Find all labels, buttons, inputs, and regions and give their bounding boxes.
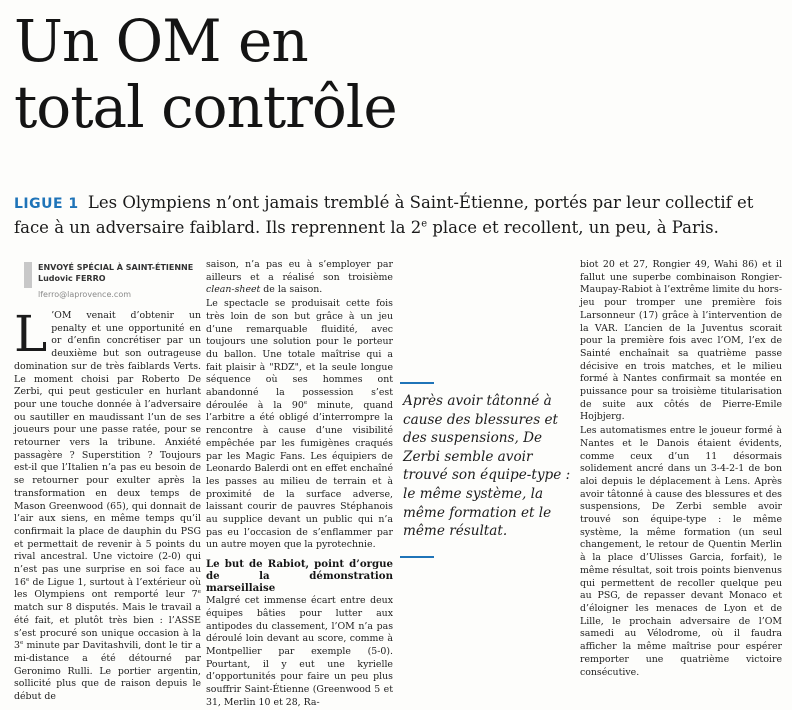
chapo — [14, 191, 784, 239]
pull-quote-text: Après avoir tâtonné à cause des blessures et des suspensions, De Zerbi semble avoir trouvé son équipe-type : le même système, la même formation et le même résultat. — [403, 393, 571, 540]
col1-sup-2: e — [197, 589, 201, 596]
col2-text-a: saison, n’a pas eu à s’employer par ailleurs et a réalisé son troisième — [206, 259, 393, 283]
col2-paragraph-2 — [206, 298, 393, 552]
pull-quote — [400, 370, 575, 560]
byline-email: lferro@laprovence.com — [38, 290, 132, 299]
col1-text-a: ’OM venait d’obtenir un penalty et une opportunité en or d’enfin concrétiser par un deuxième but son outrageuse domination sur de très faiblards Verts. Le moment choisi par Roberto De Zerbi, qui peut gesticuler en hurlant pour une touche donnée à l’adversaire ou sautiller en maudissant l’un de ses joueurs pour une passe ratée, pour se retourner vers la tribune. Anxiété passagère ? Superstition ? Toujours est-il que l’Italien n’a pas eu besoin de se retourner pour exulter après la transformation en deux temps de Mason Greenwood (65), qui donnait de l’air aux siens, en même temps qu’il confirmait la place de dauphin du PSG et permettait de revenir à 5 points du rival ancestral. Une victoire (2-0) qui n’est pas une surprise en soi face au 16 — [14, 310, 201, 588]
col2-paragraph-1 — [206, 259, 393, 297]
dropcap: L — [14, 305, 48, 363]
headline-line-1: Un OM en — [14, 7, 308, 75]
col3-paragraph-1: biot 20 et 27, Rongier 49, Wahi 86) et il fallut une superbe combinaison Rongier-Maupay-Rabiot à l’extrême limite du hors-jeu pour tromper une première fois Larsonneur (17) grâce à l’intervention de la VAR. L’ancien de la Juventus scorait pour la première fois avec l’OM, l’ex de Sainté enchaînait sa quatrième passe décisive en trois matches, et le milieu formé à Nantes confirmait sa montée en puissance pour sa troisième titularisation de suite aux côtés de Pierre-Emile Hojbjerg. — [580, 259, 782, 423]
intertitle: Le but de Rabiot, point d’orgue de la démonstration marseillaise — [206, 558, 393, 595]
col1-text-d: minute par Davitashvili, dont le tir a mi-distance a été détourné par Geronimo Rulli. Le portier argentin, sollicité plus que de raison depuis le début de — [14, 640, 201, 703]
headline-line-2: total contrôle — [14, 73, 397, 141]
col2-text-c: Le spectacle se produisait cette fois très loin de son but grâce à un jeu d’une remarquable fluidité, avec toujours une solution pour le porteur du ballon. Une totale maîtrise qui a fait plaisir à "RDZ", et la seule longue séquence où ses hommes ont abandonné la possession s’est déroulée à la 90 — [206, 298, 393, 411]
chapo-text-1: Les Olympiens n’ont jamais tremblé à Saint-Étienne, portés par leur collectif et face à un adversaire faiblard. Ils reprennent la 2 — [14, 193, 754, 237]
col1-paragraph-1 — [14, 305, 201, 704]
article-column-2 — [206, 259, 394, 708]
byline-location: ENVOYÉ SPÉCIAL À SAINT-ÉTIENNE — [38, 263, 194, 272]
section-kicker: LIGUE 1 — [14, 196, 79, 212]
byline — [24, 262, 204, 299]
article-column-1 — [14, 305, 201, 703]
col1-sup-3: e — [19, 640, 24, 647]
col2-paragraph-3: Malgré cet immense écart entre deux équipes bâties pour lutter aux antipodes du classement, l’OM n’a pas déroulé loin devant au score, comme à Montpellier par exemple (5-0). Pourtant, il y eut une kyrielle d’opportunités pour faire un peu plus souffrir Saint-Étienne (Greenwood 5 et 31, Merlin 10 et 28, Ra- — [206, 595, 393, 708]
col1-text-b: de Ligue 1, surtout à l’extérieur où les Olympiens ont remporté leur 7 — [14, 576, 201, 601]
byline-bar — [24, 262, 32, 288]
col2-text-d: minute, quand l’arbitre a été obligé d’interrompre la rencontre à cause d’une visibilité empêchée par les fumigènes craqués par les Magic Fans. Les équipiers de Leonardo Balerdi ont en effet enchaîné les passes au milieu de terrain et à proximité de la surface adverse, laissant courir de pauvres Stéphanois au supplice devant un public qui n’a pas eu l’occasion de s’enflammer par un autre moyen que la pyrotechnie. — [206, 399, 394, 551]
col1-sup-1: e — [25, 576, 30, 583]
col2-sup: e — [303, 399, 308, 406]
col1-text-c: match sur 8 disputés. Mais le travail a été fait, et plutôt très bien : l’ASSE s’est procuré son unique occasion à la 3 — [14, 602, 201, 652]
article-column-3 — [580, 259, 782, 678]
pull-quote-rule-top — [400, 382, 434, 384]
col3-paragraph-2: Les automatismes entre le joueur formé à Nantes et le Danois étaient évidents, comme ceux d’un 11 désormais solidement ancré dans un 3-4-2-1 de bon aloi depuis le déplacement à Lens. Après avoir tâtonné à cause des blessures et des suspensions, De Zerbi semble avoir trouvé son équipe-type : le même système, la même formation (un seul changement, le retour de Quentin Merlin à la place d’Ulisses Garcia, forfait), le même résultat, soit trois points bienvenus qui permettent de recoller quelque peu au PSG, de repasser devant Monaco et d’éloigner les menaces de Lyon et de Lille, le prochain adversaire de l’OM samedi au Vélodrome, où il faudra afficher la même maîtrise pour espérer remporter une quatrième victoire consécutive. — [580, 425, 782, 678]
headline — [14, 8, 397, 140]
chapo-text-2: place et recollent, un peu, à Paris. — [427, 218, 719, 237]
col2-text-b: de la saison. — [260, 284, 323, 296]
chapo-sup: e — [421, 218, 428, 230]
col2-emphasis: clean-sheet — [206, 284, 261, 296]
pull-quote-rule-bottom — [400, 556, 434, 558]
byline-author: Ludovic FERRO — [38, 274, 106, 283]
